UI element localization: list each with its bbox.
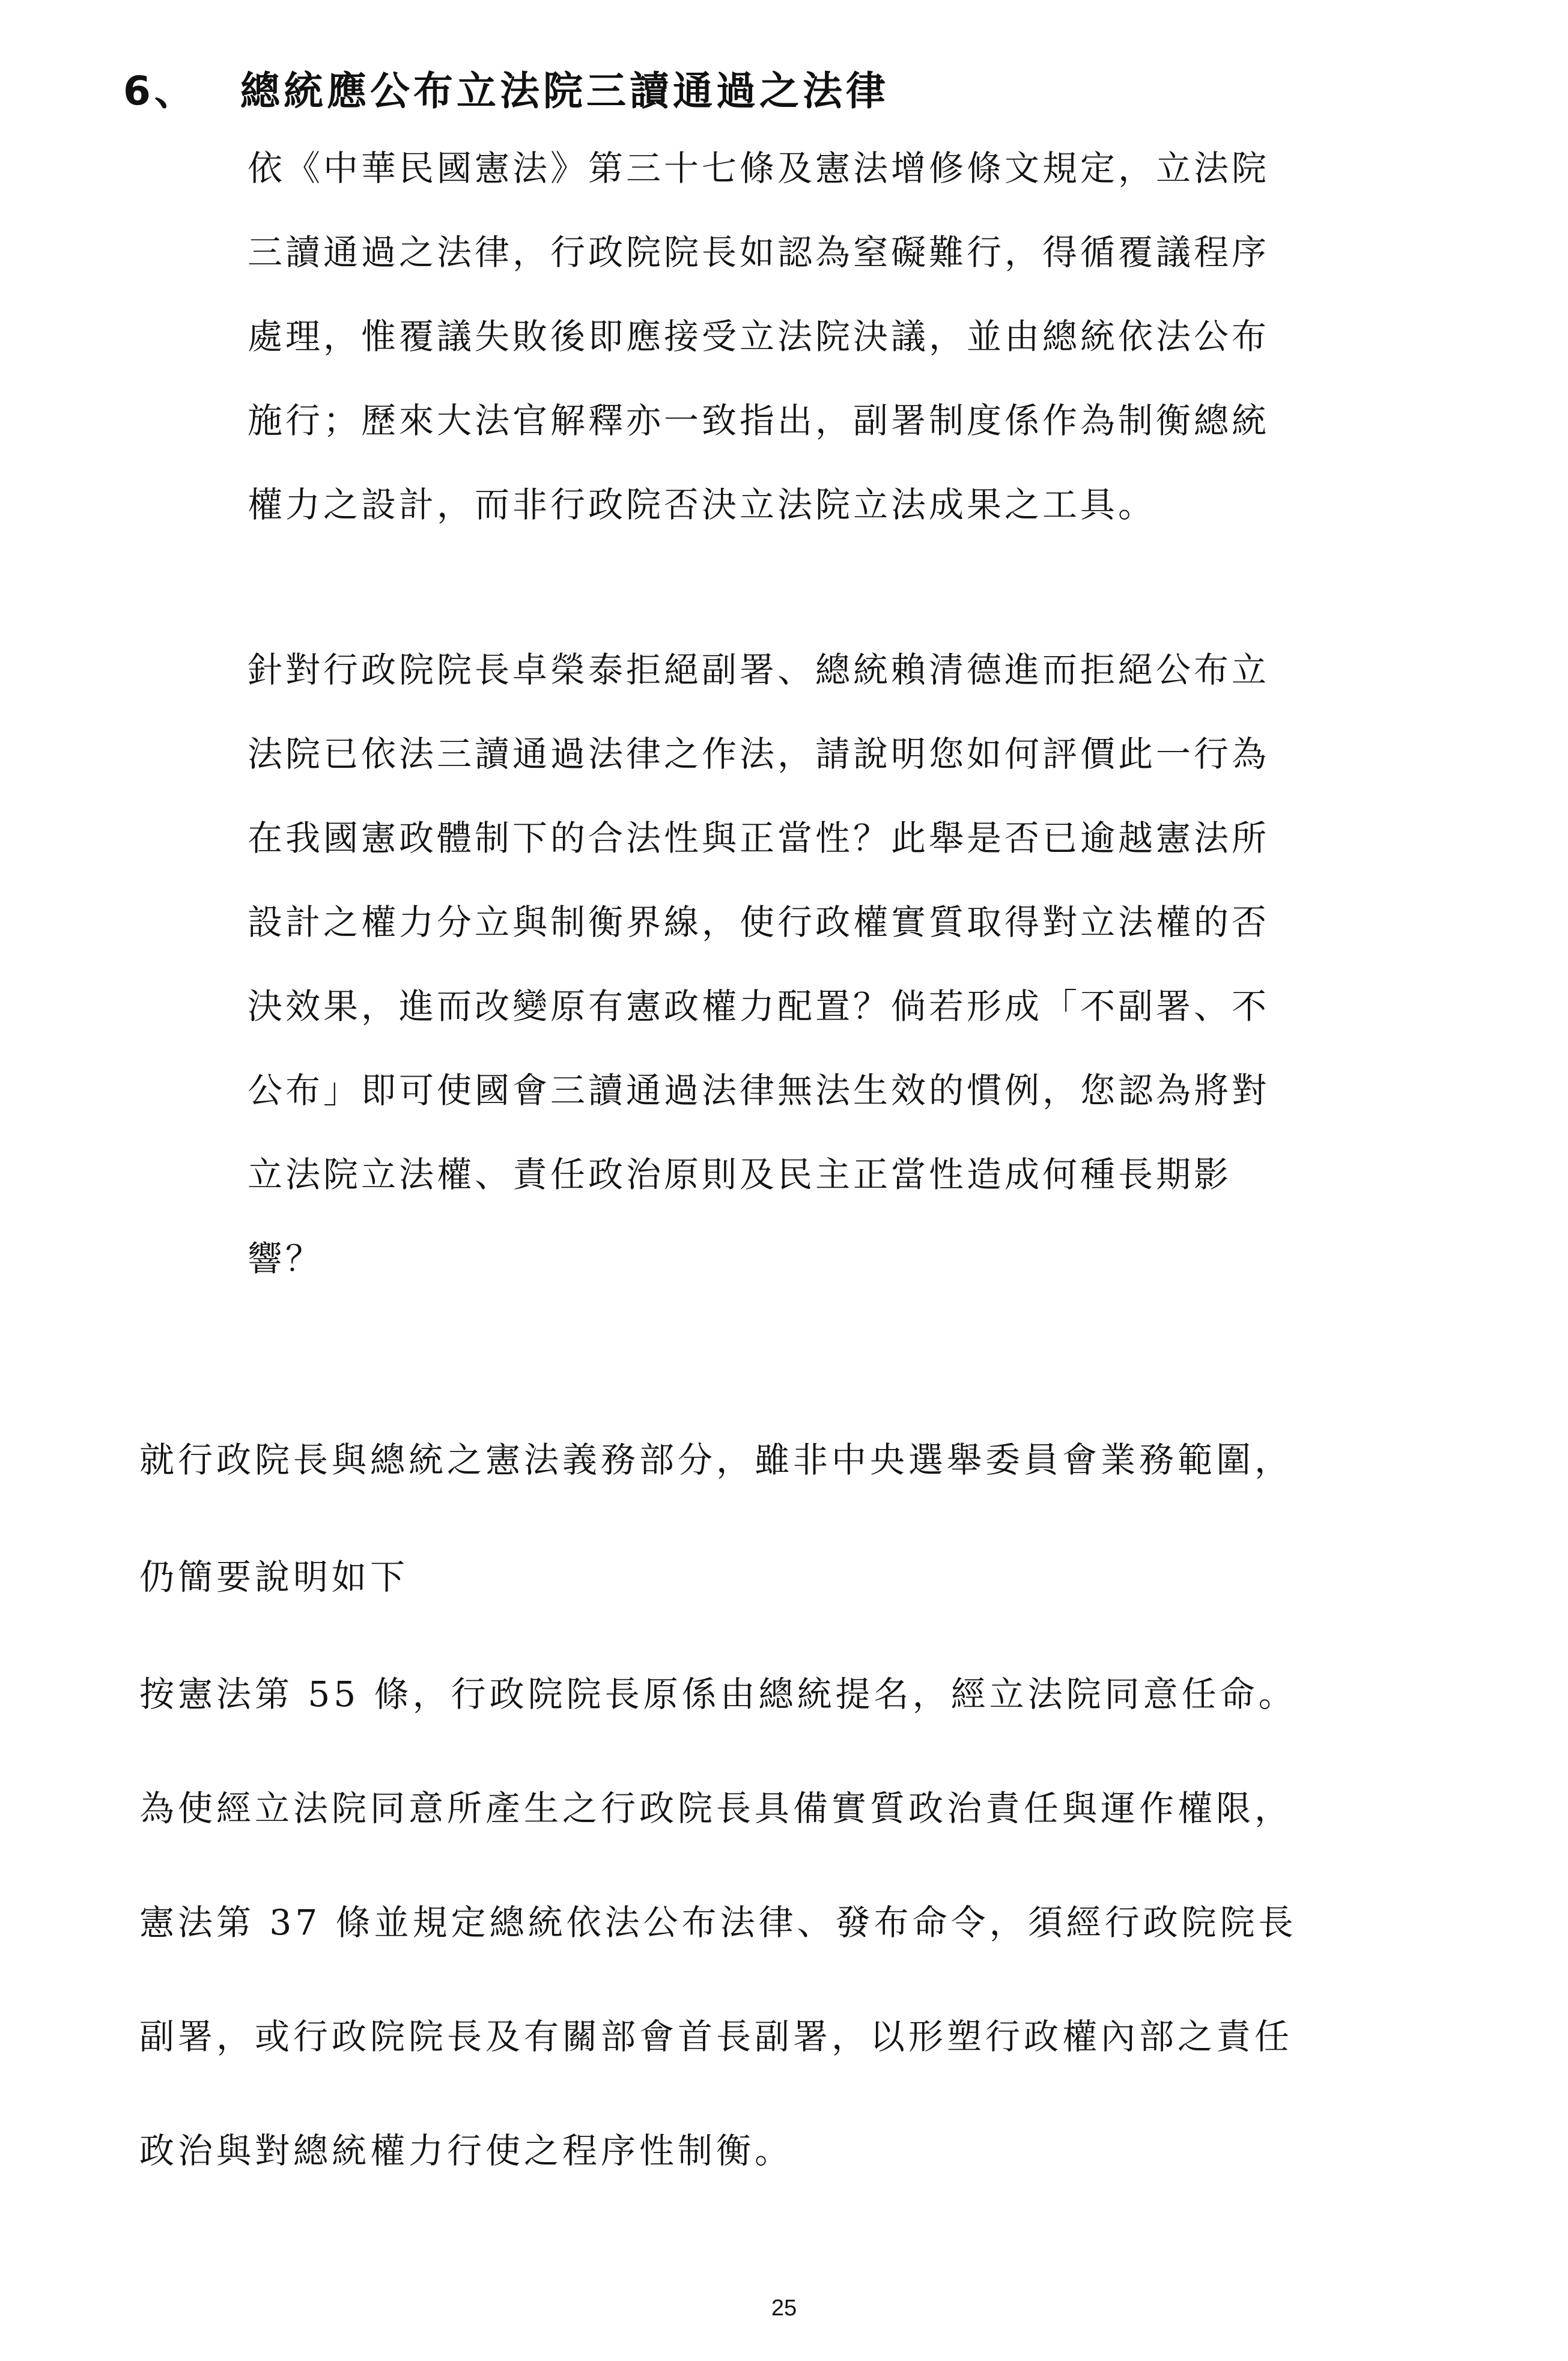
answer-body-line-2: 為使經立法院同意所產生之行政院長具備實質政治責任與運作權限， — [139, 1788, 1293, 1829]
section-title: 總統應公布立法院三讀通過之法律 — [240, 67, 889, 114]
question-p1-line-2: 三讀通過之法律，行政院院長如認為窒礙難行，得循覆議程序 — [248, 232, 1270, 273]
question-p2-line-7: 立法院立法權、責任政治原則及民主正當性造成何種長期影 — [248, 1154, 1232, 1195]
answer-body-line-1: 按憲法第 55 條，行政院院長原係由總統提名，經立法院同意任命。 — [139, 1674, 1297, 1715]
question-p2-line-8: 響？ — [248, 1238, 324, 1279]
question-p1-line-3: 處理，惟覆議失敗後即應接受立法院決議，並由總統依法公布 — [248, 316, 1270, 357]
question-p2-line-3: 在我國憲政體制下的合法性與正當性？此舉是否已逾越憲法所 — [248, 818, 1270, 858]
answer-intro-line-2: 仍簡要說明如下 — [139, 1557, 409, 1597]
question-p1-line-1: 依《中華民國憲法》第三十七條及憲法增修條文規定，立法院 — [248, 148, 1270, 189]
question-p2-line-1: 針對行政院院長卓榮泰拒絕副署、總統賴清德進而拒絕公布立 — [248, 649, 1270, 690]
section-number: 6、 — [123, 67, 198, 114]
question-p1-line-5: 權力之設計，而非行政院否決立法院立法成果之工具。 — [248, 484, 1156, 525]
question-p2-line-5: 決效果，進而改變原有憲政權力配置？倘若形成「不副署、不 — [248, 986, 1270, 1027]
page-number: 25 — [771, 2296, 797, 2321]
question-p2-line-4: 設計之權力分立與制衡界線，使行政權實質取得對立法權的否 — [248, 902, 1270, 943]
answer-body-line-3: 憲法第 37 條並規定總統依法公布法律、發布命令，須經行政院院長 — [139, 1902, 1297, 1943]
answer-body-line-4: 副署，或行政院院長及有關部會首長副署，以形塑行政權內部之責任 — [139, 2016, 1293, 2057]
question-p2-line-6: 公布」即可使國會三讀通過法律無法生效的慣例，您認為將對 — [248, 1070, 1270, 1111]
question-p1-line-4: 施行；歷來大法官解釋亦一致指出，副署制度係作為制衡總統 — [248, 400, 1270, 441]
answer-intro-line-1: 就行政院長與總統之憲法義務部分，雖非中央選舉委員會業務範圍， — [139, 1439, 1293, 1480]
section-heading — [123, 54, 889, 120]
question-p2-line-2: 法院已依法三讀通過法律之作法，請說明您如何評價此一行為 — [248, 734, 1270, 774]
answer-body-line-5: 政治與對總統權力行使之程序性制衡。 — [139, 2130, 794, 2171]
